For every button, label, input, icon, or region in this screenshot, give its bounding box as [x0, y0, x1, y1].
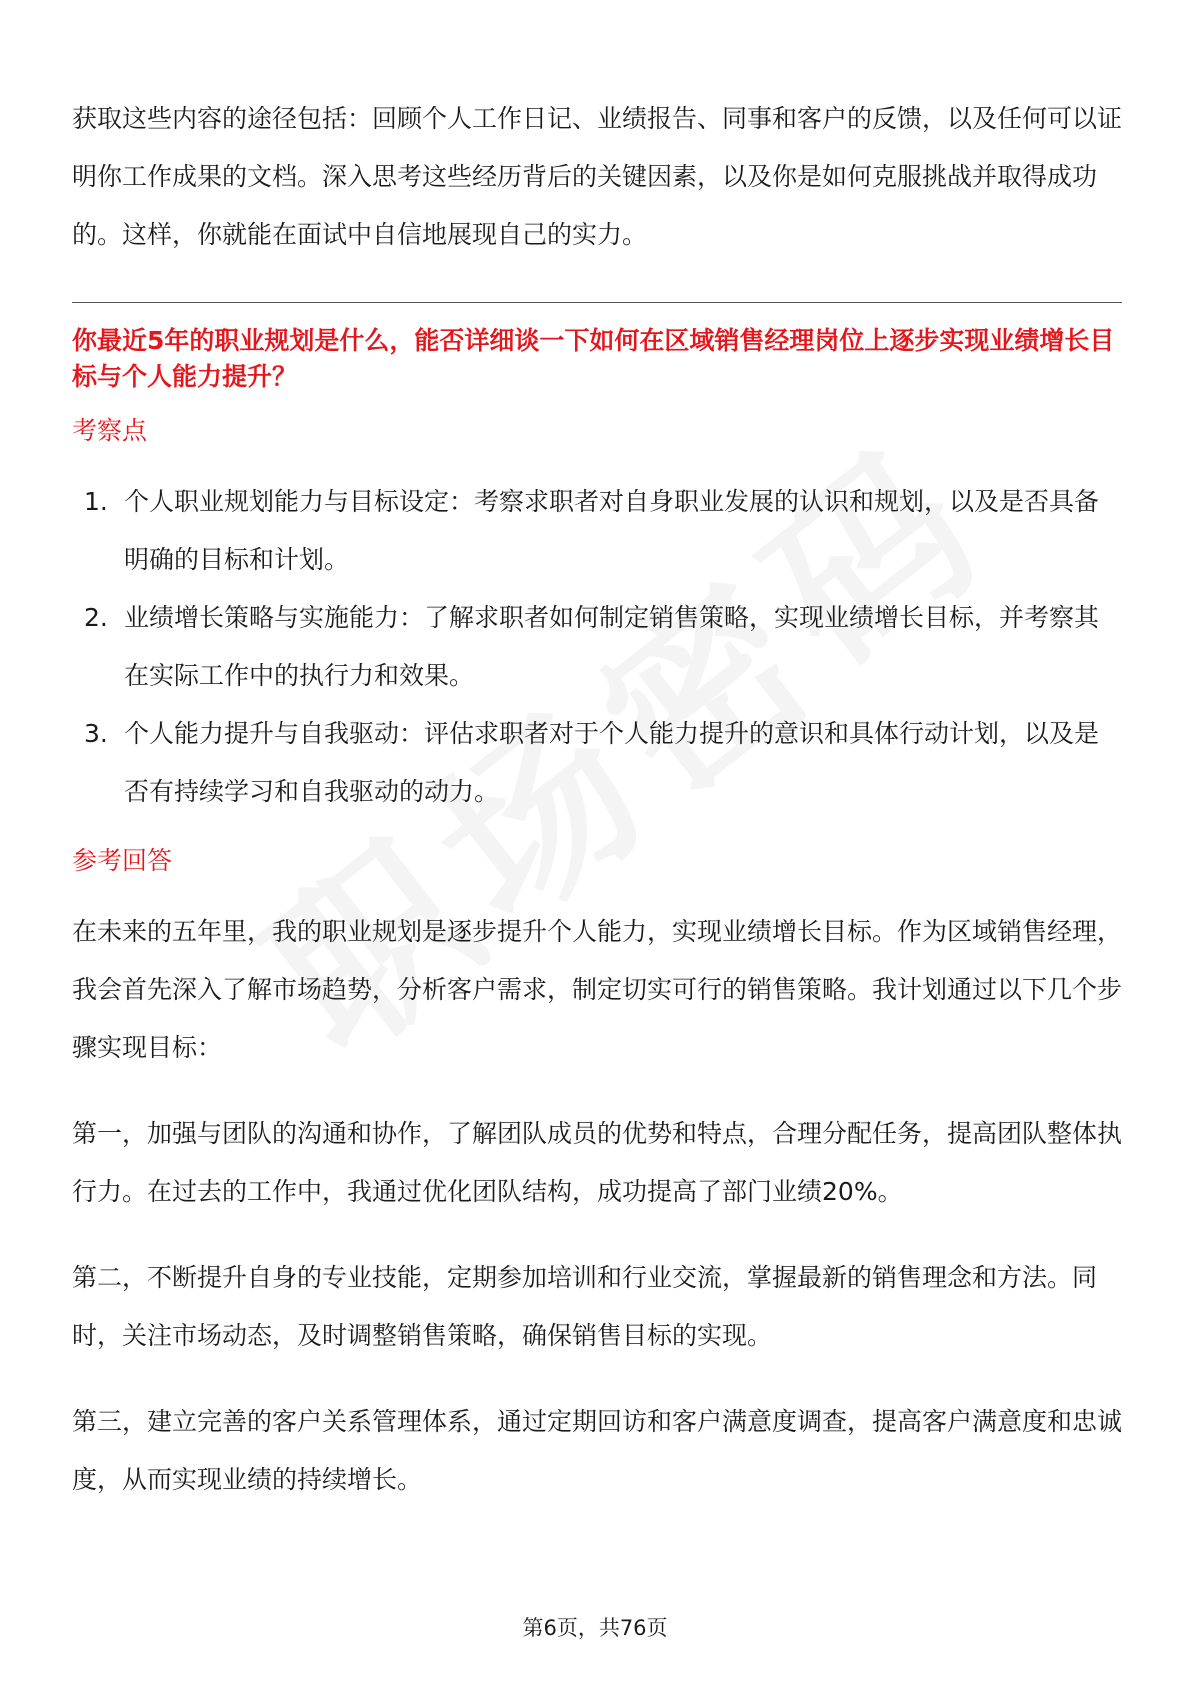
page-content: [72, 90, 1122, 1537]
answer-paragraph: 第二，不断提升自身的专业技能，定期参加培训和行业交流，掌握最新的销售理念和方法。同时，关注市场动态，及时调整销售策略，确保销售目标的实现。: [72, 1263, 1098, 1350]
answer-heading: 参考回答: [72, 846, 173, 875]
answer-paragraph: 第三，建立完善的客户关系管理体系，通过定期回访和客户满意度调查，提高客户满意度和忠诚度，从而实现业绩的持续增长。: [72, 1407, 1123, 1494]
list-item-number: 2.: [84, 603, 108, 632]
list-item-text: 个人职业规划能力与目标设定：考察求职者对自身职业发展的认识和规划，以及是否具备明确的目标和计划。: [124, 487, 1100, 574]
answer-paragraph: 在未来的五年里，我的职业规划是逐步提升个人能力，实现业绩增长目标。作为区域销售经理，我会首先深入了解市场趋势，分析客户需求，制定切实可行的销售策略。我计划通过以下几个步骤实现目标：: [72, 917, 1123, 1062]
list-item-text: 个人能力提升与自我驱动：评估求职者对于个人能力提升的意识和具体行动计划，以及是否有持续学习和自我驱动的动力。: [124, 719, 1100, 806]
focus-heading: 考察点: [72, 416, 148, 445]
page-number: 第6页，共76页: [522, 1616, 668, 1640]
list-item-text: 业绩增长策略与实施能力：了解求职者如何制定销售策略，实现业绩增长目标，并考察其在实际工作中的执行力和效果。: [124, 603, 1100, 690]
list-item-number: 3.: [84, 719, 108, 748]
question-title: 你最近5年的职业规划是什么，能否详细谈一下如何在区域销售经理岗位上逐步实现业绩增长目标与个人能力提升？: [72, 326, 1115, 391]
answer-paragraph: 第一，加强与团队的沟通和协作，了解团队成员的优势和特点，合理分配任务，提高团队整体执行力。在过去的工作中，我通过优化团队结构，成功提高了部门业绩20%。: [72, 1119, 1123, 1206]
focus-list: [72, 473, 1122, 821]
section-divider: [72, 302, 1122, 303]
list-item-number: 1.: [84, 487, 108, 516]
list-item: [72, 473, 1122, 589]
list-item: [72, 589, 1122, 705]
intro-paragraph: 获取这些内容的途径包括：回顾个人工作日记、业绩报告、同事和客户的反馈，以及任何可以证明你工作成果的文档。深入思考这些经历背后的关键因素，以及你是如何克服挑战并取得成功的。这样，你就能在面试中自信地展现自己的实力。: [72, 104, 1123, 249]
list-item: [72, 705, 1122, 821]
